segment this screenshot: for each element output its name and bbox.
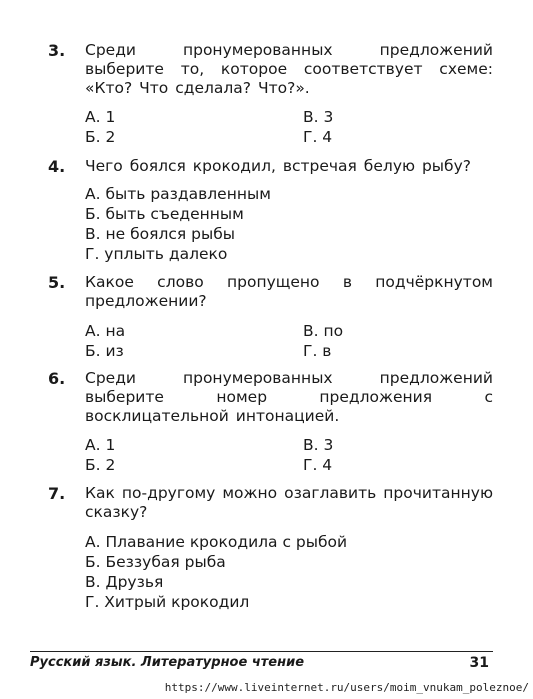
answer-options (85, 184, 493, 264)
question-7 (48, 484, 493, 612)
footer-subject: Русский язык. Литературное чтение (30, 655, 305, 670)
answer-option: Г. Хитрый крокодил (85, 593, 250, 611)
question-number: 5. (48, 273, 66, 292)
answer-option: А. быть раздавленным (85, 185, 271, 203)
question-4 (48, 157, 493, 264)
answer-options (85, 107, 493, 147)
answer-option: Б. 2 (85, 456, 116, 474)
question-text: Чего боялся крокодил, встречая белую рыбу? (85, 157, 471, 175)
question-number: 7. (48, 484, 66, 503)
question-text: Среди пронумерованных предложений выберите то, которое соответствует схеме: «Кто? Что сделала? Что?». (85, 41, 493, 97)
answer-options (85, 532, 493, 612)
answer-option: В. 3 (303, 436, 334, 454)
answer-options (85, 435, 493, 475)
answer-option: Б. 2 (85, 128, 116, 146)
question-3 (48, 41, 493, 147)
answer-option: В. не боялся рыбы (85, 225, 236, 243)
answer-option: Б. быть съеденным (85, 205, 244, 223)
question-number: 3. (48, 41, 66, 60)
answer-option: В. по (303, 322, 344, 340)
answer-option: Б. Беззубая рыба (85, 553, 226, 571)
answer-option: В. Друзья (85, 573, 164, 591)
question-text: Среди пронумерованных предложений выберите номер предложения с восклицательной интонацией. (85, 369, 493, 425)
answer-option: Г. уплыть далеко (85, 245, 228, 263)
answer-option: А. Плавание крокодила с рыбой (85, 533, 348, 551)
question-5 (48, 273, 493, 361)
answer-options (85, 321, 493, 361)
question-number: 4. (48, 157, 66, 176)
answer-option: А. на (85, 322, 126, 340)
answer-option: Г. в (303, 342, 332, 360)
answer-option: А. 1 (85, 108, 116, 126)
question-number: 6. (48, 369, 66, 388)
answer-option: В. 3 (303, 108, 334, 126)
page-number: 31 (469, 655, 489, 671)
question-text: Как по-другому можно озаглавить прочитанную сказку? (85, 484, 493, 521)
watermark-url: https://www.liveinternet.ru/users/moim_vnukam_poleznoe/ (164, 681, 529, 694)
page-footer (30, 651, 493, 672)
answer-option: Б. из (85, 342, 124, 360)
answer-option: Г. 4 (303, 456, 333, 474)
answer-option: Г. 4 (303, 128, 333, 146)
answer-option: А. 1 (85, 436, 116, 454)
question-text: Какое слово пропущено в подчёркнутом предложении? (85, 273, 493, 310)
question-6 (48, 369, 493, 475)
